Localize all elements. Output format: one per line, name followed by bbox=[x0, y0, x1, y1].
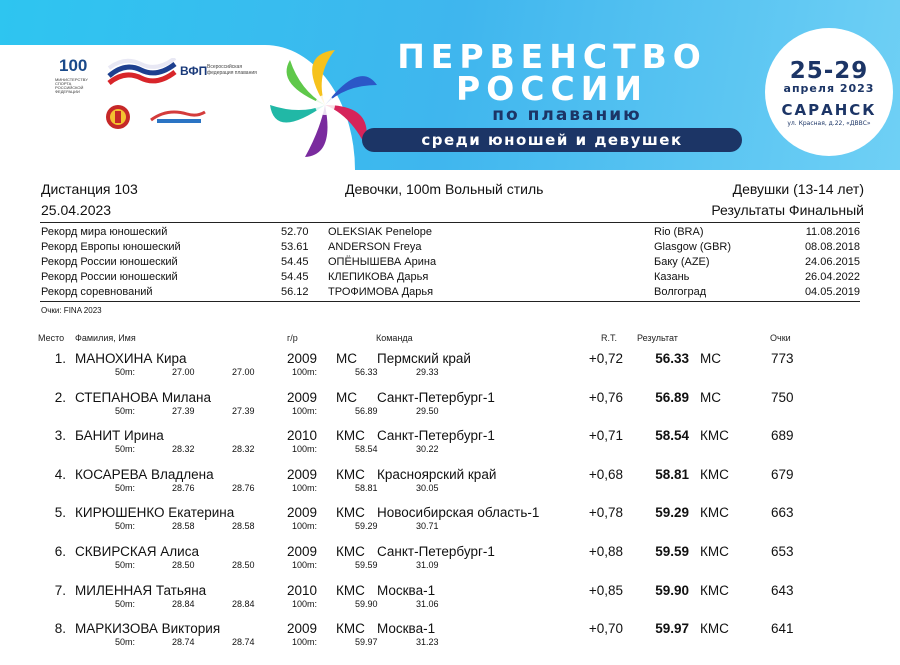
result-year: 2009 bbox=[287, 505, 318, 521]
result-result: 58.54 bbox=[655, 428, 689, 444]
result-row bbox=[0, 351, 900, 390]
record-label: Рекорд соревнований bbox=[41, 286, 153, 298]
result-rank: КМС bbox=[336, 544, 365, 559]
result-s-cum: 28.32 bbox=[172, 444, 195, 455]
result-s-lap: 28.50 bbox=[232, 560, 255, 570]
result-f-cum: 59.90 bbox=[355, 598, 378, 609]
result-result: 56.89 bbox=[655, 389, 689, 405]
record-place: Волгоград bbox=[654, 286, 707, 298]
record-date: 08.08.2018 bbox=[804, 241, 860, 253]
result-s-cum: 28.50 bbox=[172, 560, 195, 570]
records-bottom-divider bbox=[40, 301, 860, 302]
result-rank: КМС bbox=[336, 582, 365, 598]
sponsor-logos bbox=[55, 52, 275, 142]
result-result-rank: КМС bbox=[700, 544, 729, 559]
russia-flag-logo bbox=[107, 58, 177, 86]
result-f-lap: 30.22 bbox=[416, 444, 439, 455]
result-s-cum: 28.76 bbox=[172, 482, 195, 493]
result-row bbox=[0, 583, 900, 622]
record-time: 54.45 bbox=[281, 271, 309, 283]
result-points: 663 bbox=[771, 505, 794, 521]
result-f-cum: 59.97 bbox=[355, 637, 378, 648]
result-name: БАНИТ Ирина bbox=[75, 428, 164, 444]
result-team: Санкт-Петербург-1 bbox=[377, 544, 495, 559]
record-time: 56.12 bbox=[281, 286, 309, 298]
event-dates: 25-29 bbox=[789, 58, 869, 84]
result-points: 653 bbox=[771, 544, 794, 559]
result-rt: +0,68 bbox=[588, 466, 623, 482]
result-result: 59.97 bbox=[655, 621, 689, 637]
record-label: Рекорд мира юношеский bbox=[41, 226, 168, 238]
result-year: 2009 bbox=[287, 621, 318, 637]
result-s-cum: 28.58 bbox=[172, 521, 195, 532]
result-name: СКВИРСКАЯ Алиса bbox=[75, 544, 199, 559]
result-f-cum: 56.33 bbox=[355, 367, 378, 377]
title-line-4: среди юношей и девушек bbox=[362, 128, 742, 152]
result-s-cum: 28.84 bbox=[172, 598, 195, 609]
event-name: Девочки, 100m Вольный стиль bbox=[345, 181, 544, 197]
col-place: Место bbox=[38, 333, 65, 343]
records-top-divider bbox=[40, 222, 860, 223]
result-year: 2009 bbox=[287, 351, 318, 366]
result-result-rank: МС bbox=[700, 389, 721, 405]
result-f-cum: 58.81 bbox=[355, 482, 378, 493]
record-label: Рекорд Европы юношеский bbox=[41, 241, 181, 253]
result-rt: +0,85 bbox=[588, 582, 623, 598]
result-f-label: 100m: bbox=[292, 598, 318, 609]
result-result-rank: КМС bbox=[700, 466, 729, 482]
record-label: Рекорд России юношеский bbox=[41, 271, 178, 283]
result-name: КИРЮШЕНКО Екатерина bbox=[75, 505, 235, 521]
result-s-lap: 27.39 bbox=[232, 405, 255, 416]
result-result: 59.29 bbox=[655, 505, 689, 521]
result-team: Красноярский край bbox=[377, 466, 497, 482]
result-team: Москва-1 bbox=[377, 582, 436, 598]
record-holder: OLEKSIAK Penelope bbox=[328, 226, 432, 238]
result-rt: +0,88 bbox=[588, 544, 623, 559]
result-f-lap: 31.06 bbox=[416, 598, 439, 609]
result-f-lap: 31.23 bbox=[416, 637, 439, 648]
record-time: 52.70 bbox=[281, 226, 309, 238]
result-s-lap: 27.00 bbox=[232, 367, 255, 377]
result-f-label: 100m: bbox=[292, 367, 318, 377]
result-s-lap: 28.58 bbox=[232, 521, 255, 532]
result-rank: МС bbox=[336, 389, 357, 405]
result-s-cum: 28.74 bbox=[172, 637, 195, 648]
result-year: 2009 bbox=[287, 466, 318, 482]
result-f-label: 100m: bbox=[292, 521, 318, 532]
result-rank: КМС bbox=[336, 428, 365, 444]
result-points: 773 bbox=[771, 351, 794, 366]
mordovia-crest-icon bbox=[105, 102, 131, 132]
result-points: 750 bbox=[771, 389, 794, 405]
result-row bbox=[0, 467, 900, 506]
result-year: 2010 bbox=[287, 582, 318, 598]
result-s-label: 50m: bbox=[115, 405, 136, 416]
event-title bbox=[362, 37, 742, 152]
result-row bbox=[0, 428, 900, 467]
result-result-rank: КМС bbox=[700, 621, 729, 637]
result-place: 5. bbox=[54, 505, 66, 521]
result-place: 6. bbox=[54, 544, 66, 559]
result-team: Пермский край bbox=[377, 351, 471, 366]
title-line-1: ПЕРВЕНСТВО bbox=[397, 37, 707, 76]
result-points: 643 bbox=[771, 582, 794, 598]
result-row bbox=[0, 505, 900, 544]
record-date: 26.04.2022 bbox=[804, 271, 860, 283]
result-year: 2009 bbox=[287, 544, 318, 559]
record-holder: ТРОФИМОВА Дарья bbox=[328, 286, 434, 298]
results-type: Результаты Финальный bbox=[711, 202, 864, 218]
result-place: 8. bbox=[54, 621, 66, 637]
result-f-label: 100m: bbox=[292, 444, 318, 455]
result-team: Новосибирская область-1 bbox=[377, 505, 540, 521]
result-rt: +0,78 bbox=[588, 505, 623, 521]
result-f-lap: 30.05 bbox=[416, 482, 439, 493]
record-date: 04.05.2019 bbox=[804, 286, 860, 298]
result-s-cum: 27.39 bbox=[172, 405, 195, 416]
ministry-100-logo: 100 МИНИСТЕРСТВУ СПОРТА РОССИЙСКОЙ ФЕДЕРАЦИИ bbox=[55, 56, 88, 94]
result-result-rank: КМС bbox=[700, 582, 729, 598]
event-date-badge bbox=[765, 28, 893, 156]
result-f-lap: 29.33 bbox=[416, 367, 439, 377]
result-place: 2. bbox=[54, 389, 66, 405]
record-holder: ANDERSON Freya bbox=[328, 241, 422, 253]
result-rt: +0,72 bbox=[588, 351, 623, 366]
result-rank: КМС bbox=[336, 505, 365, 521]
record-place: Баку (AZE) bbox=[654, 256, 710, 268]
result-points: 689 bbox=[771, 428, 794, 444]
record-place: Rio (BRA) bbox=[654, 226, 704, 238]
record-holder: ОПЁНЫШЕВА Арина bbox=[328, 256, 437, 268]
result-s-label: 50m: bbox=[115, 521, 136, 532]
event-address: ул. Красная, д.22, «ДВВС» bbox=[787, 120, 871, 127]
col-year: г/р bbox=[287, 333, 298, 343]
result-team: Санкт-Петербург-1 bbox=[377, 428, 495, 444]
event-month-year: апреля 2023 bbox=[783, 82, 875, 95]
result-place: 4. bbox=[54, 466, 66, 482]
result-s-lap: 28.84 bbox=[232, 598, 255, 609]
result-rt: +0,71 bbox=[588, 428, 623, 444]
col-rt: R.T. bbox=[601, 333, 618, 343]
event-banner bbox=[0, 0, 900, 170]
result-result: 58.81 bbox=[655, 466, 689, 482]
result-place: 7. bbox=[54, 582, 66, 598]
result-name: МАРКИЗОВА Виктория bbox=[75, 621, 221, 637]
result-place: 1. bbox=[54, 351, 66, 366]
result-team: Санкт-Петербург-1 bbox=[377, 389, 495, 405]
result-name: МИЛЕННАЯ Татьяна bbox=[75, 582, 207, 598]
result-rt: +0,76 bbox=[588, 389, 623, 405]
result-f-label: 100m: bbox=[292, 482, 318, 493]
result-year: 2009 bbox=[287, 389, 318, 405]
result-name: МАНОХИНА Кира bbox=[75, 351, 187, 366]
record-label: Рекорд России юношеский bbox=[41, 256, 178, 268]
title-line-3: по плаванию bbox=[492, 105, 642, 125]
result-rt: +0,70 bbox=[588, 621, 623, 637]
result-row bbox=[0, 621, 900, 660]
result-s-label: 50m: bbox=[115, 560, 136, 570]
result-f-cum: 59.59 bbox=[355, 560, 378, 570]
result-rank: МС bbox=[336, 351, 357, 366]
points-note: Очки: FINA 2023 bbox=[41, 306, 102, 315]
result-s-label: 50m: bbox=[115, 482, 136, 493]
result-s-lap: 28.76 bbox=[232, 482, 255, 493]
result-result-rank: КМС bbox=[700, 428, 729, 444]
result-s-lap: 28.32 bbox=[232, 444, 255, 455]
result-year: 2010 bbox=[287, 428, 318, 444]
record-place: Glasgow (GBR) bbox=[654, 241, 732, 253]
result-name: СТЕПАНОВА Милана bbox=[75, 389, 211, 405]
col-points: Очки bbox=[770, 333, 791, 343]
result-name: КОСАРЕВА Владлена bbox=[75, 466, 214, 482]
result-f-lap: 31.09 bbox=[416, 560, 439, 570]
vfp-logo: ВФП bbox=[180, 64, 208, 78]
event-city: САРАНСК bbox=[781, 101, 877, 119]
result-f-lap: 29.50 bbox=[416, 405, 439, 416]
result-rank: КМС bbox=[336, 621, 365, 637]
record-place: Казань bbox=[654, 271, 690, 283]
col-name: Фамилия, Имя bbox=[75, 333, 136, 343]
result-result: 59.59 bbox=[655, 544, 689, 559]
result-s-lap: 28.74 bbox=[232, 637, 255, 648]
col-result: Результат bbox=[637, 333, 678, 343]
record-holder: КЛЕПИКОВА Дарья bbox=[328, 271, 429, 283]
result-row bbox=[0, 390, 900, 429]
result-points: 679 bbox=[771, 466, 794, 482]
result-f-cum: 59.29 bbox=[355, 521, 378, 532]
record-date: 11.08.2016 bbox=[805, 226, 860, 238]
record-time: 54.45 bbox=[281, 256, 309, 268]
result-rank: КМС bbox=[336, 466, 365, 482]
vfp-logo-subtitle: Всероссийская федерация плавания bbox=[207, 64, 257, 76]
distance-number: Дистанция 103 bbox=[41, 181, 138, 197]
record-time: 53.61 bbox=[281, 241, 309, 253]
result-f-label: 100m: bbox=[292, 637, 318, 648]
result-points: 641 bbox=[771, 621, 794, 637]
result-s-cum: 27.00 bbox=[172, 367, 195, 377]
result-row bbox=[0, 544, 900, 583]
result-result-rank: МС bbox=[700, 351, 721, 366]
result-f-cum: 58.54 bbox=[355, 444, 378, 455]
result-f-label: 100m: bbox=[292, 560, 318, 570]
result-f-label: 100m: bbox=[292, 405, 318, 416]
result-team: Москва-1 bbox=[377, 621, 436, 637]
result-result-rank: КМС bbox=[700, 505, 729, 521]
result-s-label: 50m: bbox=[115, 367, 136, 377]
result-f-lap: 30.71 bbox=[416, 521, 439, 532]
age-group: Девушки (13-14 лет) bbox=[732, 181, 864, 197]
record-date: 24.06.2015 bbox=[804, 256, 860, 268]
result-result: 59.90 bbox=[655, 582, 689, 598]
result-result: 56.33 bbox=[655, 351, 689, 366]
result-f-cum: 56.89 bbox=[355, 405, 378, 416]
result-s-label: 50m: bbox=[115, 444, 136, 455]
result-s-label: 50m: bbox=[115, 637, 136, 648]
result-place: 3. bbox=[54, 428, 66, 444]
col-team: Команда bbox=[376, 333, 413, 343]
mordovia-sport-logo bbox=[147, 106, 207, 126]
result-s-label: 50m: bbox=[115, 598, 136, 609]
event-date: 25.04.2023 bbox=[41, 202, 112, 218]
title-line-2: РОССИИ bbox=[456, 69, 648, 108]
